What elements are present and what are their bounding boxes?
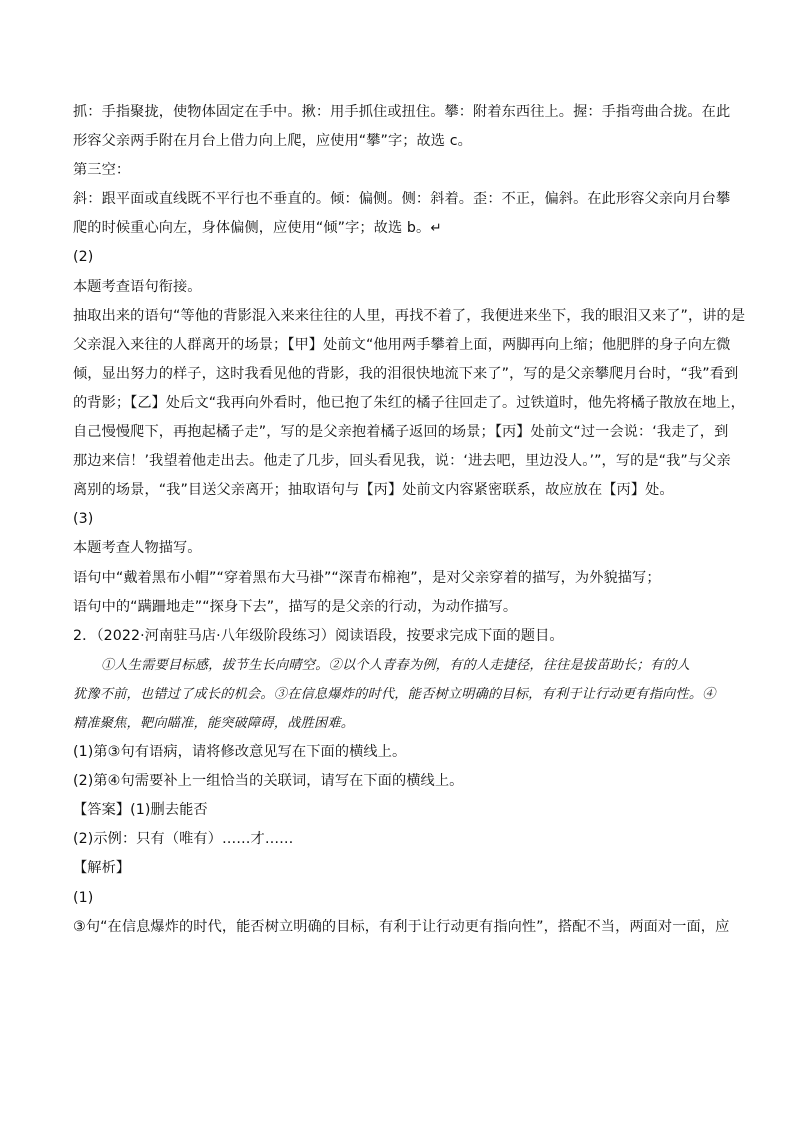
text-line: 那边来信！’我望着他走出去。他走了几步，回头看见我，说：‘进去吧，里边没人。’”，写的是“我”与父亲 xyxy=(73,453,731,470)
excerpt-line: ①人生需要目标感，拔节生长向晴空。②以个人青春为例，有的人走捷径，往往是拔苗助长；有的人 xyxy=(101,657,691,673)
text-line: 抓：手指聚拢，使物体固定在手中。揪：用手抓住或扭住。攀：附着东西往上。握：手指弯曲合拢。在此 xyxy=(73,104,731,120)
document-body xyxy=(73,98,746,942)
text-line: 抽取出来的语句“等他的背影混入来来往往的人里，再找不着了，我便进来坐下，我的眼泪又来了”，讲的是 xyxy=(73,307,746,324)
analysis-heading: 【解析】 xyxy=(73,860,131,877)
line-text: 爬的时候重心向左，身体偏侧，应使用“倾”字；故选 b。 xyxy=(73,220,431,237)
text-line: 本题考查人物描写。 xyxy=(73,540,202,557)
text-line: 自己慢慢爬下，再抱起橘子走”，写的是父亲抱着橘子返回的场景；【丙】处前文“过一会说：‘我走了，到 xyxy=(73,424,729,441)
paragraph-mark: ↵ xyxy=(430,220,442,237)
text-line: 形容父亲两手附在月台上借力向上爬，应使用“攀”字；故选 c。 xyxy=(73,133,472,150)
excerpt-line: 精准聚焦，靶向瞄准，能突破障碍，战胜困难。 xyxy=(73,715,355,731)
subquestion-number: (1) xyxy=(73,889,94,906)
text-line: 本题考查语句衔接。 xyxy=(73,278,202,295)
text-line: 的背影；【乙】处后文“我再向外看时，他已抱了朱红的橘子往回走了。过铁道时，他先将橘子散放在地上， xyxy=(73,394,745,411)
text-line: 语句中“戴着黑布小帽”“穿着黑布大马褂”“深青布棉袍”，是对父亲穿着的描写，为外貌描写； xyxy=(73,569,661,586)
text-line: 斜：跟平面或直线既不平行也不垂直的。倾：偏侧。侧：斜着。歪：不正，偏斜。在此形容父亲向月台攀 xyxy=(73,191,731,208)
subquestion-number: (3) xyxy=(73,511,94,528)
text-line: ③句“在信息爆炸的时代，能否树立明确的目标，有利于让行动更有指向性”，搭配不当，两面对一面，应 xyxy=(73,918,730,935)
text-line: 语句中的“蹒跚地走”“探身下去”，描写的是父亲的行动，为动作描写。 xyxy=(73,598,518,615)
question-prompt: (1)第③句有语病，请将修改意见写在下面的横线上。 xyxy=(73,744,407,761)
text-line: 父亲混入来往的人群离开的场景；【甲】处前文“他用两手攀着上面，两脚再向上缩；他肥胖的身子向左微 xyxy=(73,336,731,353)
text-line: 倾，显出努力的样子，这时我看见他的背影，我的泪很快地流下来了”，写的是父亲攀爬月台时，“我”看到 xyxy=(73,365,739,382)
question-heading: 2．（2022·河南驻马店·八年级阶段练习）阅读语段，按要求完成下面的题目。 xyxy=(73,627,564,644)
answer-line: 【答案】(1)删去能否 xyxy=(73,802,208,819)
excerpt-line: 犹豫不前，也错过了成长的机会。③在信息爆炸的时代，能否树立明确的目标，有利于让行动更有指向性。④ xyxy=(73,686,716,702)
text-line xyxy=(73,214,725,243)
section-label: 第三空： xyxy=(73,162,131,179)
subquestion-number: (2) xyxy=(73,249,94,266)
text-line: 离别的场景，“我”目送父亲离开；抽取语句与【丙】处前文内容紧密联系，故应放在【丙】处。 xyxy=(73,482,674,499)
answer-line: (2)示例：只有（唯有）……才…… xyxy=(73,831,294,848)
question-prompt: (2)第④句需要补上一组恰当的关联词，请写在下面的横线上。 xyxy=(73,773,464,790)
